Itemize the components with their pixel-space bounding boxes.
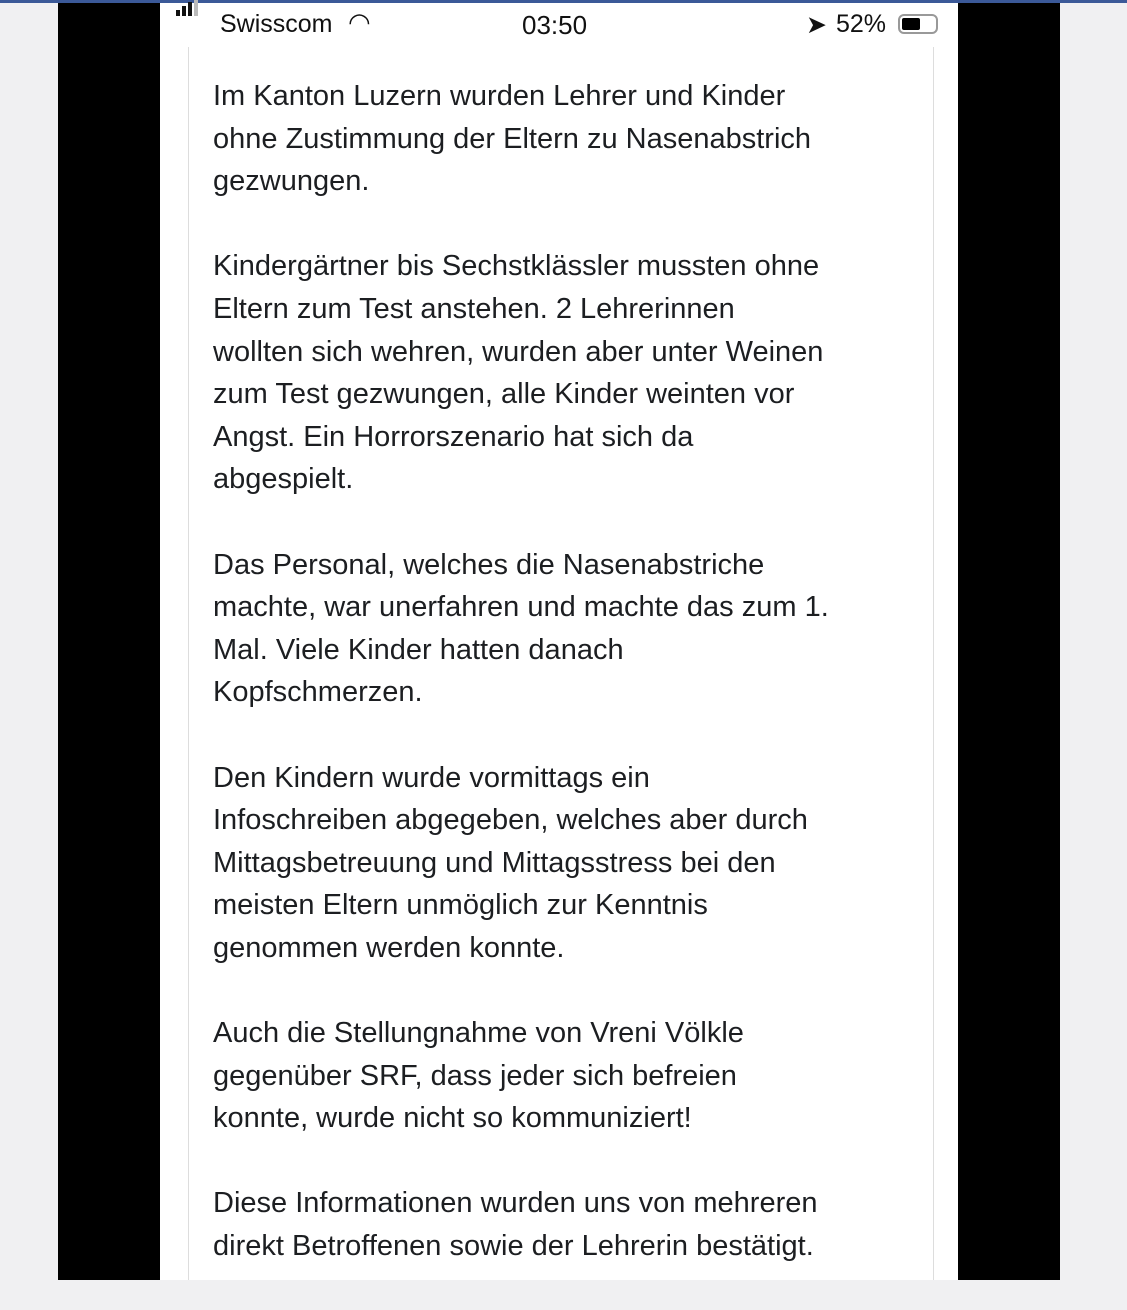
phone-screen [160, 3, 958, 1280]
text-line: Angst. Ein Horrorszenario hat sich da [213, 420, 694, 453]
text-line: Auch die Stellungnahme von Vreni Völkle [213, 1017, 744, 1050]
post-paragraph [213, 1012, 829, 1140]
post-paragraph [213, 1182, 829, 1267]
text-line: Das Personal, welches die Nasenabstriche [213, 548, 765, 581]
text-line: Eltern zum Test anstehen. 2 Lehrerinnen [213, 292, 735, 325]
text-line: Kopfschmerzen. [213, 676, 423, 709]
text-line: machte, war unerfahren und machte das zum 1. [213, 591, 829, 624]
carrier-name: Swisscom [220, 10, 333, 38]
post-paragraph [213, 75, 829, 203]
clock: 03:50 [522, 10, 588, 40]
text-line: Im Kanton Luzern wurden Lehrer und Kinder [213, 80, 786, 112]
post-text [213, 75, 829, 1310]
left-letterbox [58, 3, 160, 1280]
text-line: wollten sich wehren, wurden aber unter Weinen [213, 335, 824, 368]
post-card [188, 47, 934, 1280]
battery-icon [898, 14, 938, 34]
text-line: Mal. Viele Kinder hatten danach [213, 633, 624, 666]
text-line: Diese Informationen wurden uns von mehreren [213, 1187, 818, 1220]
text-line: Mittagsbetreuung und Mittagsstress bei den [213, 846, 776, 879]
text-line: ohne Zustimmung der Eltern zu Nasenabstrich [213, 122, 812, 155]
post-paragraph [213, 544, 829, 714]
text-line: direkt Betroffenen sowie der Lehrerin bestätigt. [213, 1230, 814, 1263]
text-line: gezwungen. [213, 165, 370, 198]
text-line: meisten Eltern unmöglich zur Kenntnis [213, 889, 708, 922]
text-line: Den Kindern wurde vormittags ein [213, 761, 650, 794]
text-line: abgespielt. [213, 463, 354, 496]
text-line: gegenüber SRF, dass jeder sich befreien [213, 1059, 737, 1092]
wifi-icon: ◠ [348, 7, 371, 37]
right-letterbox [958, 3, 1060, 1280]
post-paragraph [213, 757, 829, 970]
text-line: zum Test gezwungen, alle Kinder weinten vor [213, 378, 795, 411]
status-bar [160, 3, 958, 47]
text-line: Kindergärtner bis Sechstklässler mussten ohne [213, 250, 820, 283]
text-line: Infoschreiben abgegeben, welches aber durch [213, 804, 808, 837]
location-icon: ➤ [806, 11, 827, 39]
post-paragraph [213, 245, 829, 501]
text-line: konnte, wurde nicht so kommuniziert! [213, 1102, 692, 1135]
battery-percent: 52% [836, 10, 887, 38]
text-line: genommen werden konnte. [213, 931, 565, 964]
